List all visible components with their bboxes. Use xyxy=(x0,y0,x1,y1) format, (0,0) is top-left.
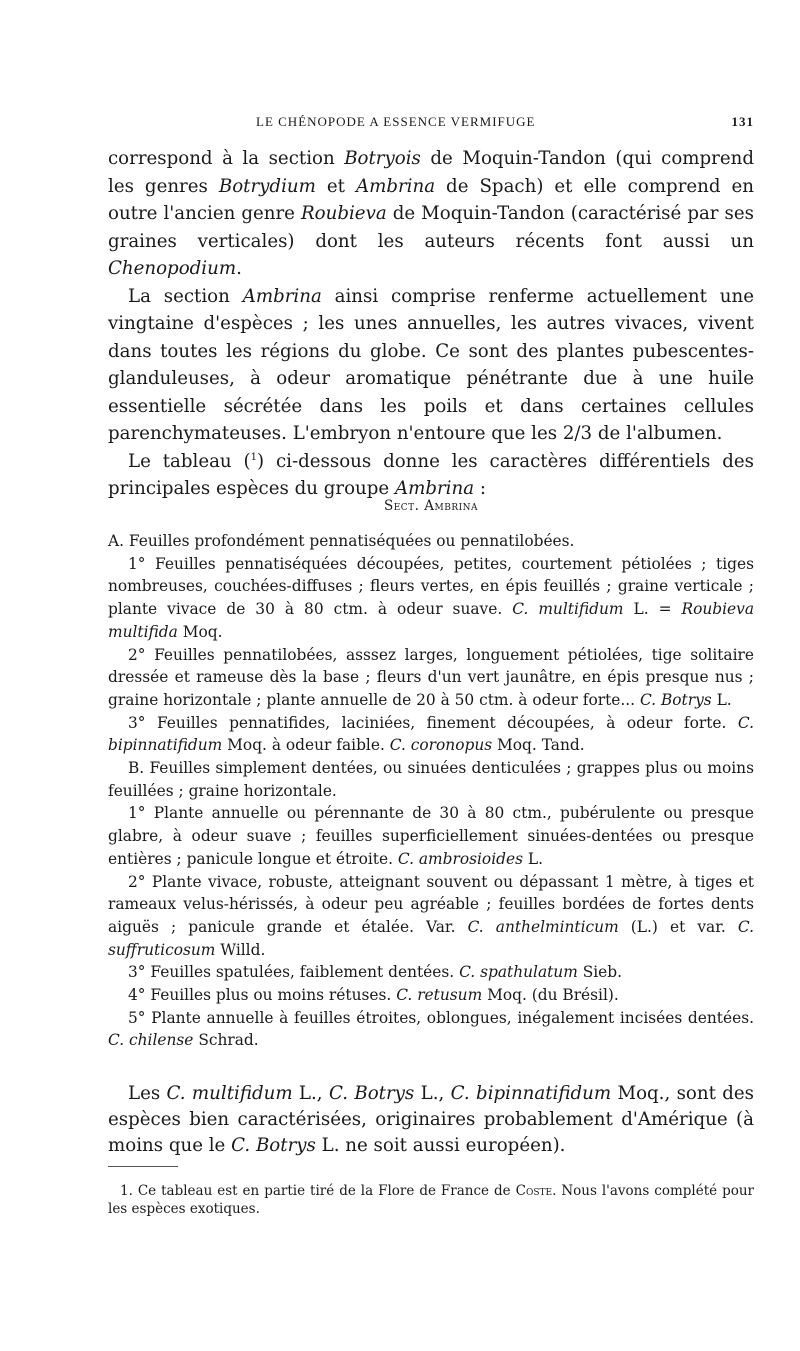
key-entry-b2: 2° Plante vivace, robuste, atteignant souvent ou dépassant 1 mètre, à tiges et rameaux velus-hérissés, à odeur peu agréable ; feuilles bordées de fortes dents aiguës ; panicule grande et étalée. Var. C. anthelminticum (L.) et var. C. suffruticosum Willd. xyxy=(108,872,754,959)
conclusion-text xyxy=(108,1081,754,1159)
key-entry-b3: 3° Feuilles spatulées, faiblement dentées. C. spathulatum Sieb. xyxy=(128,963,623,982)
paragraph-1: correspond à la section Botryois de Moquin-Tandon (qui comprend les genres Botrydium et Ambrina de Spach) et elle comprend en outre l'ancien genre Roubieva de Moquin-Tandon (caractérisé par ses graines verticales) dont les auteurs récents font aussi un Chenopodium. xyxy=(108,148,754,279)
footnote-reference: 1 xyxy=(250,451,257,463)
paragraph-2: La section Ambrina ainsi comprise renferme actuellement une vingtaine d'espèces ; les unes annuelles, les autres vivaces, vivent dans toutes les régions du globe. Ce sont des plantes pubescentes-glanduleuses, à odeur aromatique pénétrante due à une huile essentielle sécrétée dans les poils et dans certaines cellules parenchymateuses. L'embryon n'entoure que les 2/3 de l'albumen. xyxy=(108,285,754,444)
key-group-b: B. Feuilles simplement dentées, ou sinuées denticulées ; grappes plus ou moins feuillées ; graine horizontale. xyxy=(108,759,754,800)
key-entry-a3: 3° Feuilles pennatifides, laciniées, finement découpées, à odeur forte. C. bipinnatifidum Moq. à odeur faible. C. coronopus Moq. Tand. xyxy=(108,713,754,755)
main-text xyxy=(108,145,754,503)
key-entry-a2: 2° Feuilles pennatilobées, asssez larges, longuement pétiolées, tige solitaire dressée et rameuse dès la base ; fleurs d'un vert jaunâtre, en épis presque nus ; graine horizontale ; plante annuelle de 20 à 50 ctm. à odeur forte... C. Botrys L. xyxy=(108,645,754,709)
key-entry-b1: 1° Plante annuelle ou pérennante de 30 à 80 ctm., pubérulente ou presque glabre, à odeur suave ; feuilles superficiellement sinuées-dentées ou presque entières ; panicule longue et étroite. C. ambrosioides L. xyxy=(108,804,754,868)
footnote-text: 1. Ce tableau est en partie tiré de la Flore de France de Coste. Nous l'avons complété pour les espèces exotiques. xyxy=(108,1183,754,1217)
conclusion-paragraph: Les C. multifidum L., C. Botrys L., C. bipinnatifidum Moq., sont des espèces bien caractérisées, originaires probablement d'Amérique (à moins que le C. Botrys L. ne soit aussi européen). xyxy=(108,1083,754,1156)
footnote-divider xyxy=(108,1166,178,1167)
section-heading: Sect. Ambrina xyxy=(383,498,479,514)
species-key xyxy=(108,530,754,1052)
footnote xyxy=(108,1182,754,1218)
key-entry-a1: 1° Feuilles pennatiséquées découpées, petites, courtement pétiolées ; tiges nombreuses, couchées-diffuses ; fleurs vertes, en épis feuillés ; graine verticale ; plante vivace de 30 à 80 ctm. à odeur suave. C. multifidum L. = Roubieva multifida Moq. xyxy=(108,554,755,641)
key-group-a: A. Feuilles profondément pennatiséquées ou pennatilobées. xyxy=(108,532,575,550)
paragraph-3: Le tableau ($^1$) ci-dessous donne les caractères différentiels des principales espèces du groupe Ambrina : xyxy=(108,450,754,499)
running-title: LE CHÉNOPODE A ESSENCE VERMIFUGE xyxy=(256,114,536,129)
key-entry-b5: 5° Plante annuelle à feuilles étroites, oblongues, inégalement incisées dentées. C. chilense Schrad. xyxy=(108,1008,754,1050)
key-entry-b4: 4° Feuilles plus ou moins rétuses. C. retusum Moq. (du Brésil). xyxy=(128,986,619,1005)
page-number: 131 xyxy=(731,114,754,129)
